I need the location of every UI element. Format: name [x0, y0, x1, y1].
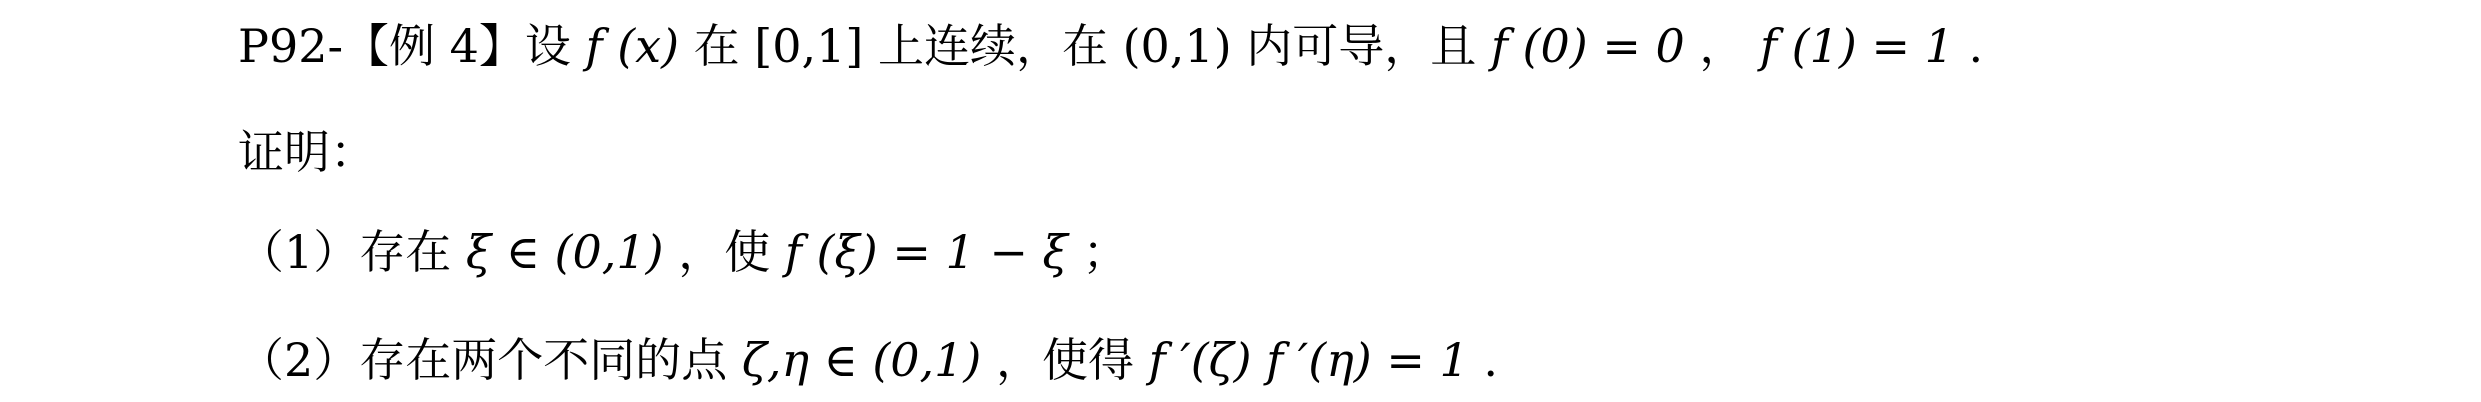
part1-end: ；: [1082, 225, 1129, 279]
part2-label: （2）存在两个不同的点: [238, 333, 728, 387]
part2-expression: f ′(ζ) f ′(η) = 1: [1148, 333, 1469, 387]
part1-label: （1）存在: [238, 225, 452, 279]
text-on: 在: [693, 19, 740, 73]
condition-f1: f (1) = 1: [1760, 19, 1954, 73]
condition-f0: f (0) = 0: [1490, 19, 1685, 73]
part1-xi-membership: ξ ∈ (0,1): [465, 225, 664, 279]
text-continuous: 上连续，在: [877, 19, 1108, 73]
separator: ，: [1699, 19, 1746, 73]
proof-label-line: [238, 122, 376, 182]
problem-header: P92-【例 4】设: [238, 19, 571, 73]
part2-mid: ，使得: [996, 333, 1134, 387]
closed-interval: [0,1]: [754, 19, 864, 73]
part1-line: [238, 222, 1129, 282]
problem-statement-line: [238, 16, 1983, 76]
part2-line: [238, 330, 1498, 390]
open-interval: (0,1): [1122, 19, 1232, 73]
function-fx: f (x): [585, 19, 680, 73]
part1-mid: ，使: [678, 225, 771, 279]
proof-label: 证明：: [238, 125, 376, 179]
part2-end: .: [1483, 333, 1499, 387]
part2-vars-membership: ζ,η ∈ (0,1): [741, 333, 982, 387]
period: .: [1968, 19, 1984, 73]
text-differentiable: 内可导，且: [1246, 19, 1477, 73]
part1-expression: f (ξ) = 1 − ξ: [784, 225, 1068, 279]
